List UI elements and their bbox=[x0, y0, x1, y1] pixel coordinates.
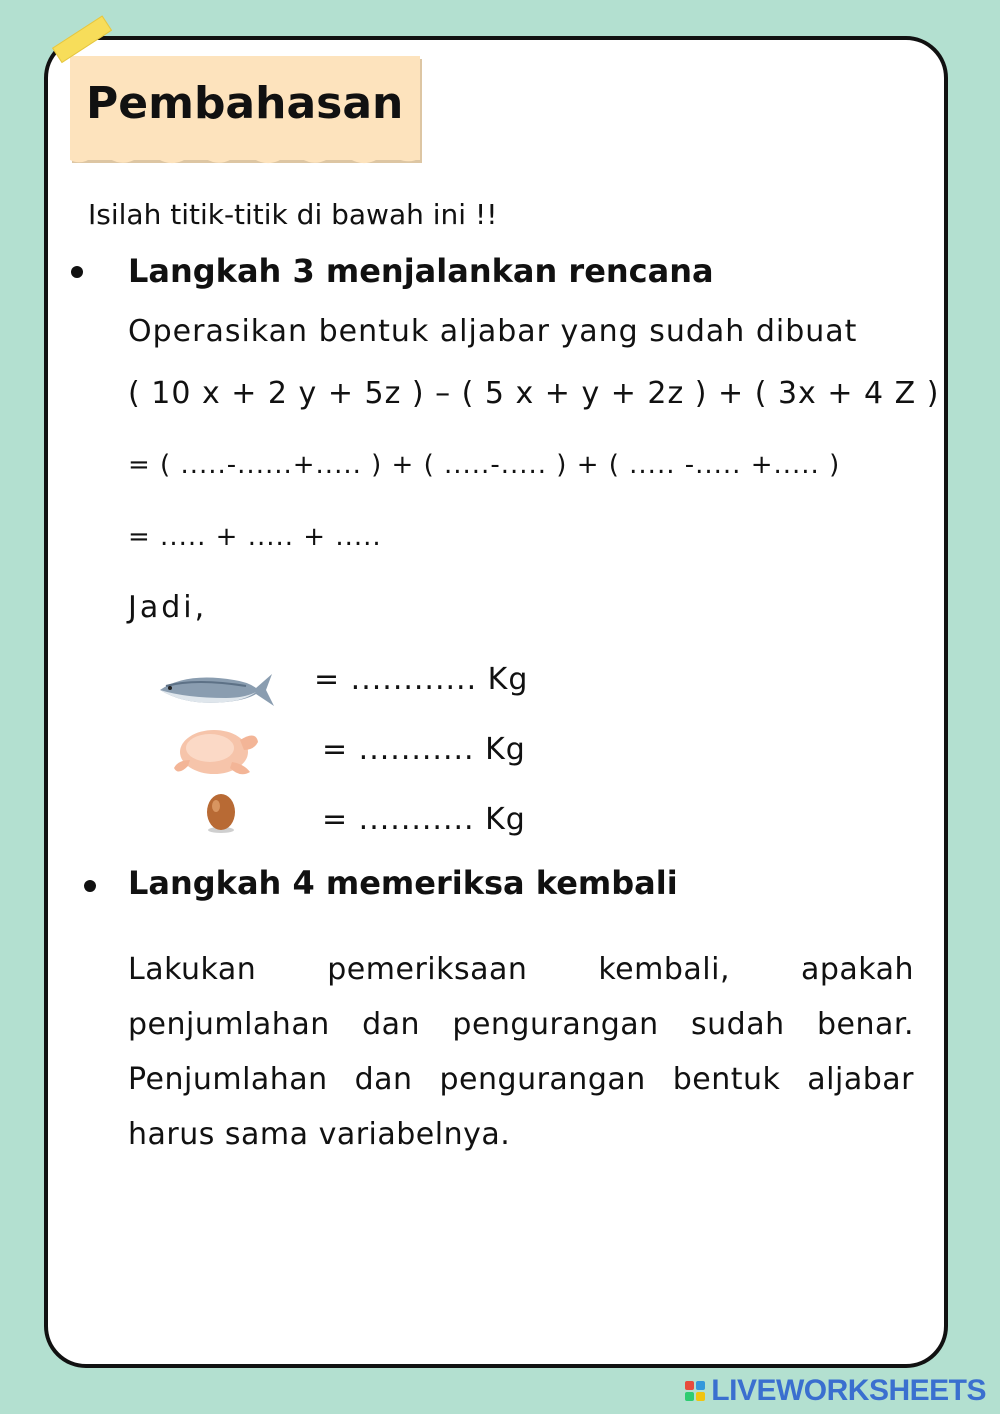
fish-answer: = ............ Kg bbox=[314, 662, 529, 697]
step3-line1: Operasikan bentuk aljabar yang sudah dibuat bbox=[128, 314, 858, 349]
step4-heading: Langkah 4 memeriksa kembali bbox=[128, 864, 678, 902]
egg-icon bbox=[204, 790, 238, 834]
conclusion-label: Jadi, bbox=[128, 590, 208, 625]
bullet-step3 bbox=[71, 266, 83, 278]
step3-fill-line1: = ( .....-......+..... ) + ( .....-..... ) + ( ..... -..... +..... ) bbox=[128, 450, 841, 480]
page-title: Pembahasan bbox=[86, 78, 404, 129]
liveworksheets-logo[interactable] bbox=[685, 1374, 986, 1408]
bullet-step4 bbox=[84, 880, 96, 892]
banner-torn-edge bbox=[70, 150, 420, 168]
brand-text: LIVEWORKSHEETS bbox=[711, 1374, 986, 1407]
step3-heading: Langkah 3 menjalankan rencana bbox=[128, 252, 714, 290]
chicken-answer: = ........... Kg bbox=[322, 732, 526, 767]
logo-icon bbox=[685, 1381, 705, 1401]
egg-answer: = ........... Kg bbox=[322, 802, 526, 837]
chicken-icon bbox=[170, 720, 262, 780]
instruction-text: Isilah titik-titik di bawah ini !! bbox=[88, 198, 498, 231]
step3-expression: ( 10 x + 2 y + 5z ) – ( 5 x + y + 2z ) + ( 3x + 4 Z ) bbox=[128, 376, 940, 411]
step3-fill-line2: = ..... + ..... + ..... bbox=[128, 522, 382, 552]
step4-paragraph: Lakukan pemeriksaan kembali, apakah penjumlahan dan pengurangan sudah benar. Penjumlahan dan pengurangan bentuk aljabar harus sama variabelnya. bbox=[128, 952, 914, 1152]
fish-icon bbox=[156, 668, 276, 710]
